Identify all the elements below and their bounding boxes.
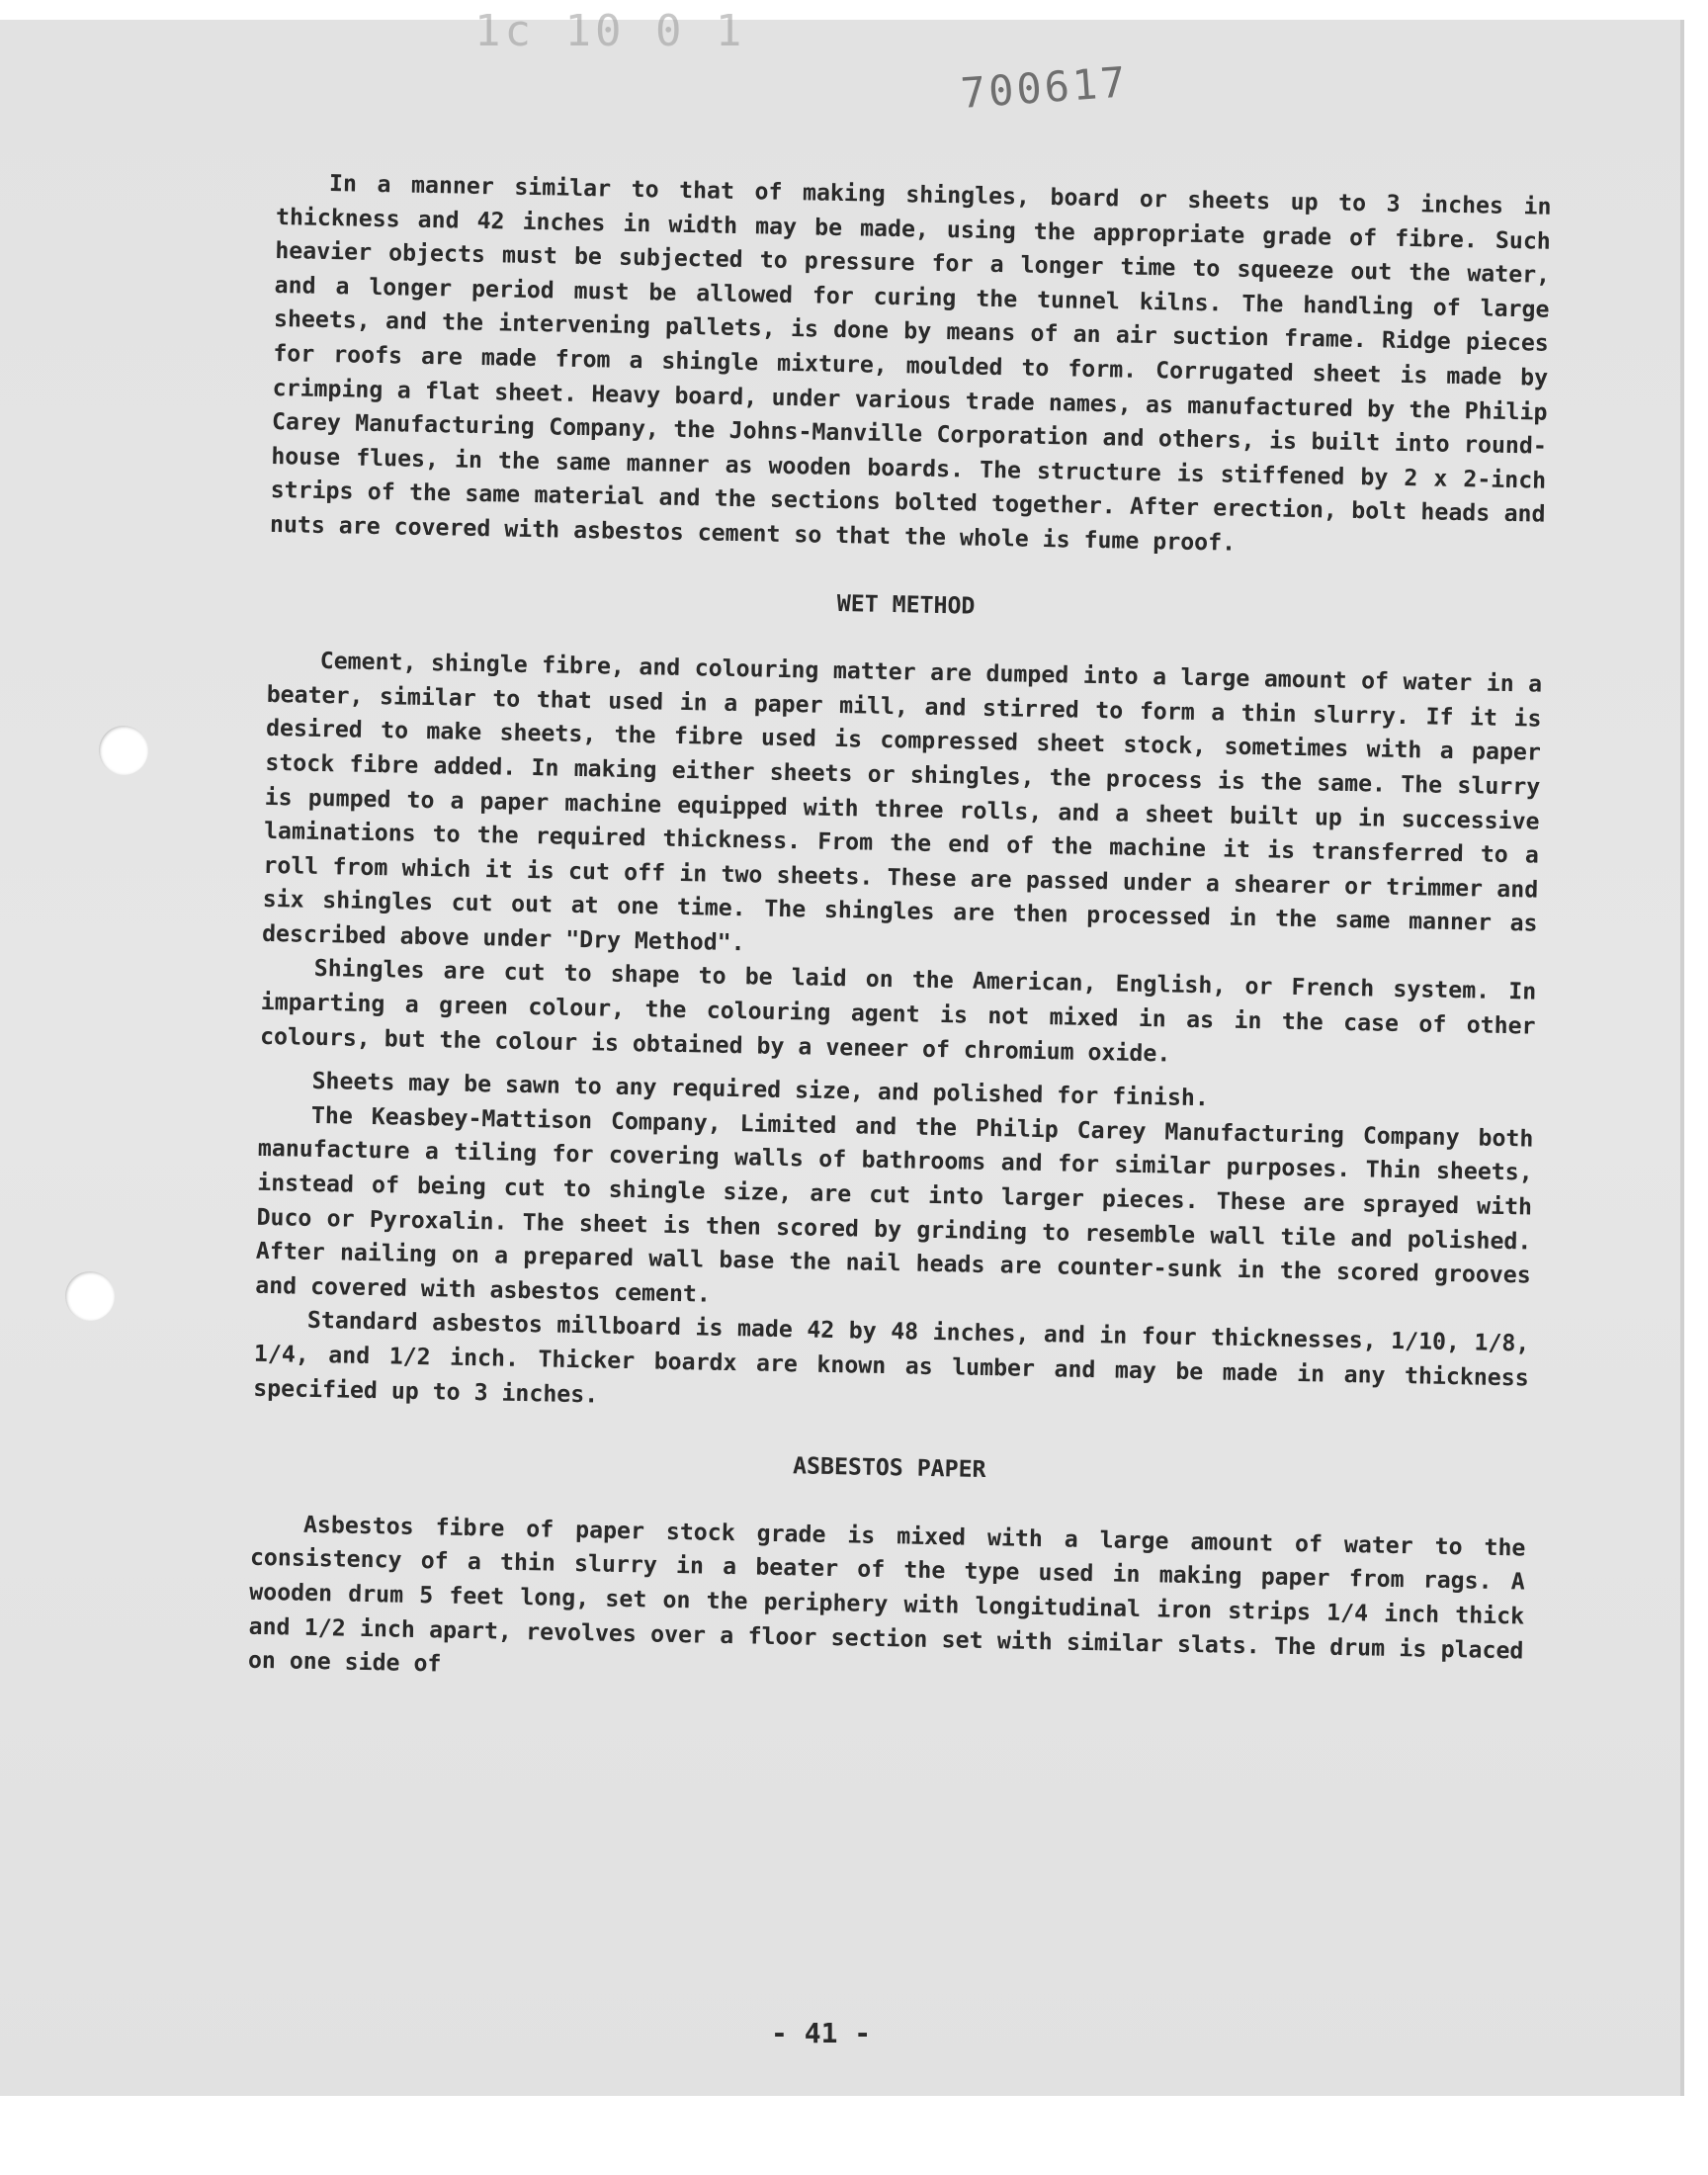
punch-hole: [65, 1271, 115, 1321]
heading-asbestos-paper: ASBESTOS PAPER: [792, 1452, 986, 1484]
document-stamp-number: 700617: [959, 57, 1131, 118]
paragraph-tiling: The Keasbey-Mattison Company, Limited and the Philip Carey Manufacturing Company both manufacture a tiling for covering walls of bathrooms and for similar purposes. Thin sheets, instead of being cut to shingle size, are cut into larger pieces. These are sprayed with Duco or Pyroxalin. The sheet is then scored by grinding to resemble wall tile and polished. After nailing on a prepared wall base the nail heads are counter-sunk in the scored grooves and covered with asbestos cement.: [255, 1101, 1534, 1308]
typed-text-body: [248, 166, 1552, 1702]
heading-wet-method: WET METHOD: [836, 589, 976, 620]
paragraph-asbestos-paper: Asbestos fibre of paper stock grade is mixed with a large amount of water to the consistency of a thin slurry in a beater of the type used in making paper from rags. A wooden drum 5 feet long, set on the periphery with longitudinal iron strips 1/4 inch thick and 1/2 inch apart, revolves over a floor section set with similar slats. The drum is placed on one side of: [247, 1511, 1526, 1678]
paper-sheet: [0, 6, 1680, 2096]
paragraph-millboard: Standard asbestos millboard is made 42 by 48 inches, and in four thicknesses, 1/10, 1/8, 1/4, and 1/2 inch. Thicker boardx are known as lumber and may be made in any thickness specified up to 3 inches.: [253, 1307, 1530, 1409]
paragraph-shingles-shape: Shingles are cut to shape to be laid on the American, English, or French system. In imparting a green colour, the colouring agent is not mixed in as in the case of other colours, but the colour is obtained by a veneer of chromium oxide.: [259, 955, 1537, 1068]
paragraph-board-sheets: In a manner similar to that of making shingles, board or sheets up to 3 inches in thickness and 42 inches in width may be made, using the appropriate grade of fibre. Such heavier objects must be subjected to pressure for a longer time to squeeze out the water, and a longer period must be allowed for curing the tunnel kilns. The handling of large sheets, and the intervening pallets, is done by means of an air suction frame. Ridge pieces for roofs are made from a shingle mixture, moulded to form. Corrugated sheet is made by crimping a flat sheet. Heavy board, under various trade names, as manufactured by the Philip Carey Manufacturing Company, the Johns-Manville Corporation and others, is built into round-house flues, in the same manner as wooden boards. The structure is stiffened by 2 x 2-inch strips of the same material and the sections bolted together. After erection, bolt heads and nuts are covered with asbestos cement so that the whole is fume proof.: [269, 170, 1552, 557]
paragraph-wet-process: Cement, shingle fibre, and colouring matter are dumped into a large amount of water in a beater, similar to that used in a paper mill, and stirred to form a thin slurry. If it is desired to make sheets, the fibre used is compressed sheet stock, sometimes with a paper stock fibre added. In making either sheets or shingles, the process is the same. The slurry is pumped to a paper machine equipped with three rolls, and a sheet built up in successive laminations to the required thickness. From the end of the machine it is transferred to a roll from which it is cut off in two sheets. These are passed under a shearer or trimmer and six shingles cut out at one time. The shingles are then processed in the same manner as described above under "Dry Method".: [261, 648, 1543, 957]
punch-hole: [99, 726, 148, 775]
faded-page-number: 1c 10 0 1: [474, 6, 746, 56]
page-number: - 41 -: [771, 2017, 872, 2049]
paragraph-sheets-sawn: Sheets may be sawn to any required size, and polished for finish.: [311, 1068, 1210, 1112]
